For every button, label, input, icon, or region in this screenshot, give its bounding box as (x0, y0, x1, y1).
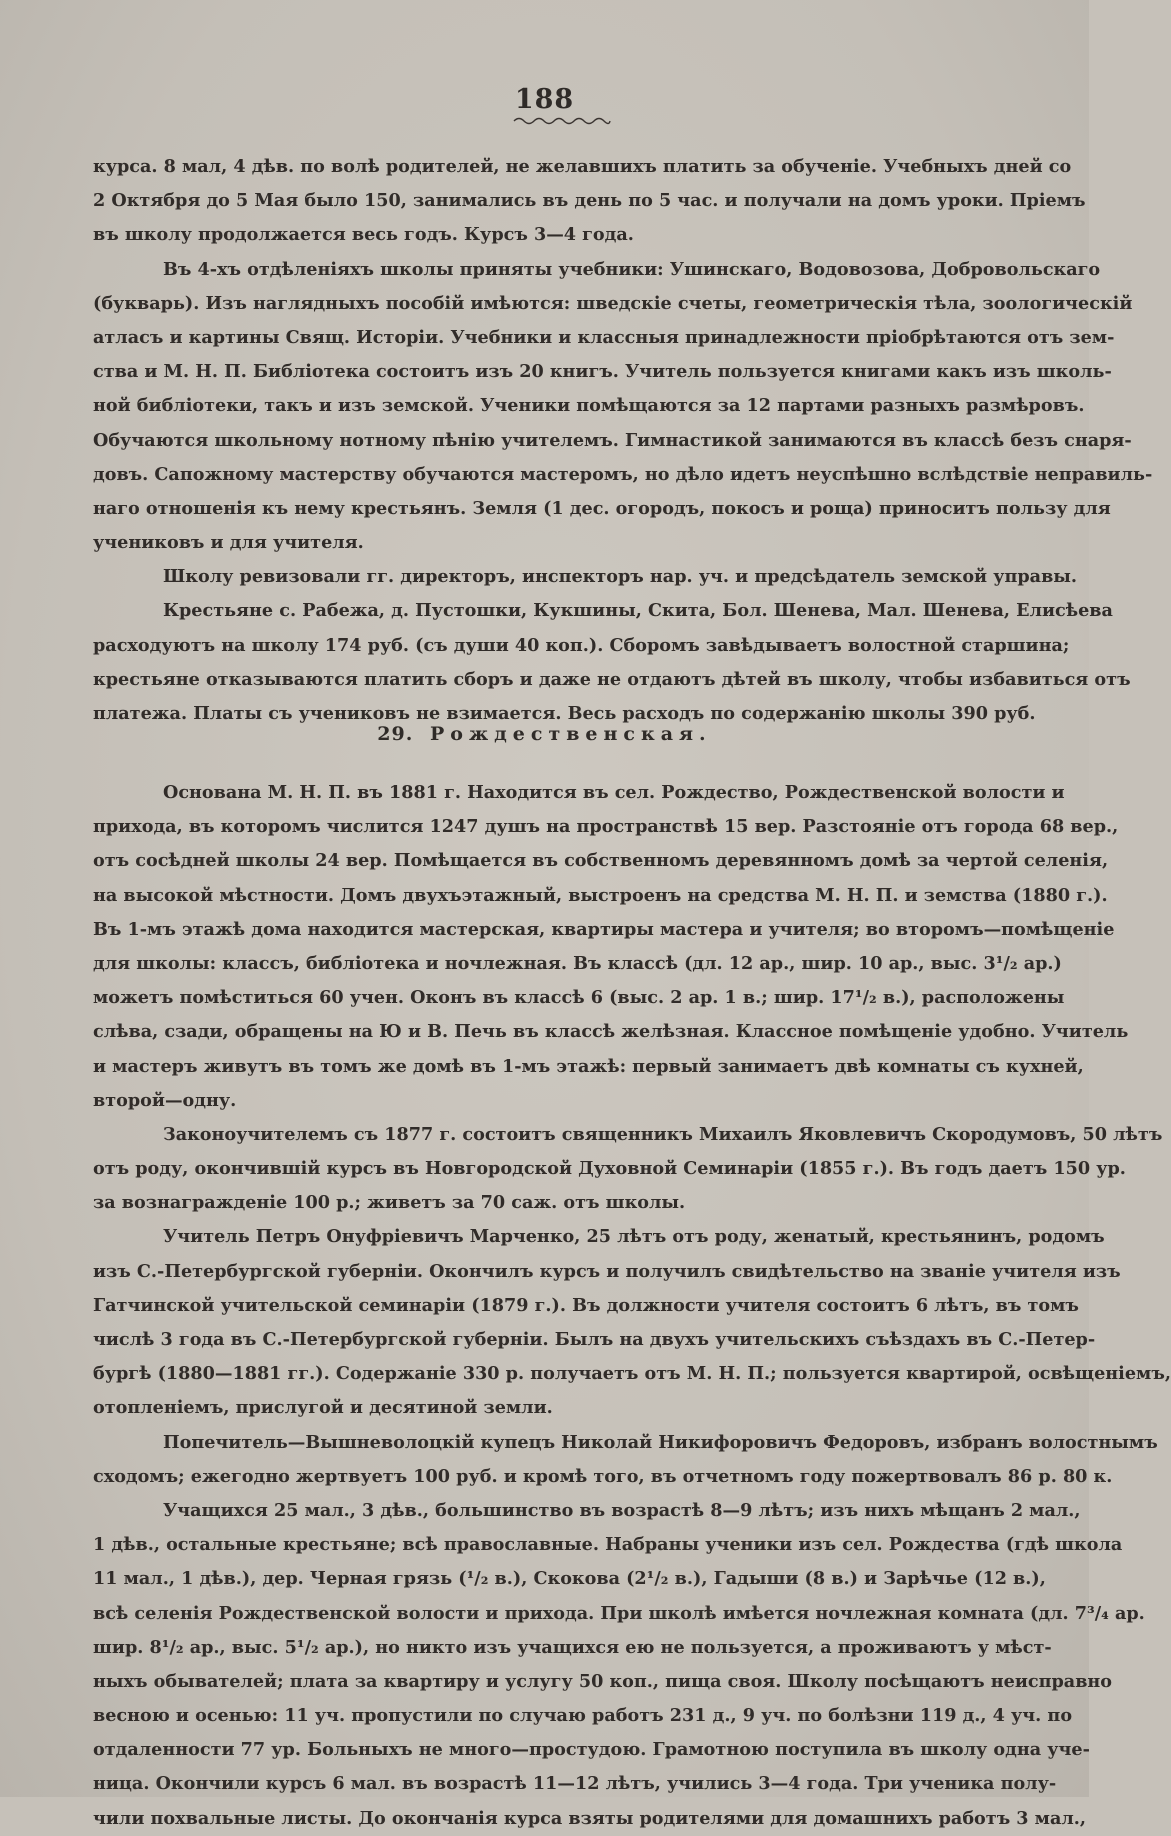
text-line: бургѣ (1880—1881 гг.). Содержаніе 330 р. получаетъ отъ М. Н. П.; пользуется квартирой, освѣщеніемъ, (93, 1363, 1171, 1385)
text-line: 2 Октября до 5 Мая было 150, занимались въ день по 5 час. и получали на домъ уроки. Пріемъ (93, 190, 1086, 212)
text-line: атласъ и картины Свящ. Исторіи. Учебники и классныя принадлежности пріобрѣтаются отъ зем- (93, 326, 1115, 348)
text-line: учениковъ и для учителя. (93, 532, 364, 554)
text-line: весною и осенью: 11 уч. пропустили по случаю работъ 231 д., 9 уч. по болѣзни 119 д., 4 уч. по (93, 1705, 1073, 1727)
text-line: ныхъ обывателей; плата за квартиру и услугу 50 коп., пища своя. Школу посѣщаютъ неисправно (93, 1670, 1113, 1692)
text-line: наго отношенія къ нему крестьянъ. Земля (1 дес. огородъ, покосъ и роща) приноситъ пользу для (93, 497, 1111, 519)
text-line: (букварь). Изъ наглядныхъ пособій имѣются: шведскіе счеты, геометрическія тѣла, зоологическій (93, 292, 1133, 314)
text-line: ница. Окончили курсъ 6 мал. въ возрастѣ 11—12 лѣтъ, учились 3—4 года. Три ученика полу- (93, 1773, 1057, 1795)
text-line: всѣ селенія Рождественской волости и прихода. При школѣ имѣется ночлежная комната (дл. 7³/₄ ар. (93, 1602, 1145, 1624)
text-line: курса. 8 мал, 4 дѣв. по волѣ родителей, не желавшихъ платить за обученіе. Учебныхъ дней со (93, 156, 1072, 177)
text-line: и мастеръ живутъ въ томъ же домѣ въ 1-мъ этажѣ: первый занимаетъ двѣ комнаты съ кухней, (93, 1055, 1084, 1077)
section-title: Рождественская. (429, 723, 712, 745)
text-line: второй—одну. (93, 1089, 237, 1111)
text-line: для школы: классъ, библіотека и ночлежная. Въ классѣ (дл. 12 ар., шир. 10 ар., выс. 3¹/₂ ар.) (93, 952, 1062, 974)
text-line: слѣва, сзади, обращены на Ю и В. Печь въ классѣ желѣзная. Классное помѣщеніе удобно. Учитель (93, 1021, 1129, 1043)
page-number: 188 (514, 84, 575, 115)
text-line: Школу ревизовали гг. директоръ, инспекторъ нар. уч. и предсѣдатель земской управы. (163, 566, 1078, 588)
text-line: отопленіемъ, прислугой и десятиной земли. (93, 1397, 553, 1419)
text-line: Учитель Петръ Онуфріевичъ Марченко, 25 лѣтъ отъ роду, женатый, крестьянинъ, родомъ (163, 1226, 1105, 1248)
text-line: Крестьяне с. Рабежа, д. Пустошки, Кукшины, Скита, Бол. Шенева, Мал. Шенева, Елисѣева (163, 600, 1113, 622)
text-line: Учащихся 25 мал., 3 дѣв., большинство въ возрастѣ 8—9 лѣтъ; изъ нихъ мѣщанъ 2 мал., (163, 1499, 1081, 1521)
text-line: довъ. Сапожному мастерству обучаются мастеромъ, но дѣло идетъ неуспѣшно вслѣдствіе неправиль- (93, 463, 1153, 485)
paragraph-block-top (93, 150, 1153, 731)
text-line: прихода, въ которомъ числится 1247 душъ на пространствѣ 15 вер. Разстояніе отъ города 68 вер., (93, 816, 1119, 838)
section-heading (0, 723, 1089, 745)
text-line: числѣ 3 года въ С.-Петербургской губерніи. Былъ на двухъ учительскихъ съѣздахъ въ С.-Петер- (93, 1329, 1096, 1350)
text-line: ной библіотеки, такъ и изъ земской. Ученики помѣщаются за 12 партами разныхъ размѣровъ. (93, 395, 1085, 417)
wavy-rule-ornament (512, 114, 612, 126)
text-line: изъ С.-Петербургской губерніи. Окончилъ курсъ и получилъ свидѣтельство на званіе учителя изъ (93, 1260, 1121, 1282)
text-line: въ школу продолжается весь годъ. Курсъ 3—4 года. (93, 224, 634, 246)
text-line: можетъ помѣститься 60 учен. Оконъ въ классѣ 6 (выс. 2 ар. 1 в.; шир. 17¹/₂ в.), расположены (93, 987, 1065, 1009)
text-line: Гатчинской учительской семинаріи (1879 г.). Въ должности учителя состоитъ 6 лѣтъ, въ томъ (93, 1294, 1079, 1316)
text-line: ства и М. Н. П. Библіотека состоитъ изъ 20 книгъ. Учитель пользуется книгами какъ изъ школь- (93, 361, 1112, 383)
text-line: сходомъ; ежегодно жертвуетъ 100 руб. и кромѣ того, въ отчетномъ году пожертвовалъ 86 р. 80 к. (93, 1465, 1113, 1487)
text-line: чили похвальные листы. До окончанія курса взяты родителями для домашнихъ работъ 3 мал., (93, 1807, 1087, 1829)
text-line: на высокой мѣстности. Домъ двухъэтажный, выстроенъ на средства М. Н. П. и земства (1880 г.). (93, 884, 1108, 906)
text-line: крестьяне отказываются платить сборъ и даже не отдаютъ дѣтей въ школу, чтобы избавиться отъ (93, 668, 1131, 690)
text-line: за вознагражденіе 100 р.; живетъ за 70 саж. отъ школы. (93, 1192, 686, 1214)
paragraph-block-main (93, 776, 1171, 1836)
text-line: Попечитель—Вышневолоцкій купецъ Николай Никифоровичъ Федоровъ, избранъ волостнымъ (163, 1431, 1158, 1453)
text-line: Въ 4-хъ отдѣленіяхъ школы приняты учебники: Ушинскаго, Водовозова, Добровольскаго (163, 258, 1101, 280)
text-line: Въ 1-мъ этажѣ дома находится мастерская, квартиры мастера и учителя; во второмъ—помѣщеніе (93, 918, 1115, 940)
text-line: шир. 8¹/₂ ар., выс. 5¹/₂ ар.), но никто изъ учащихся ею не пользуется, а проживаютъ у мѣст- (93, 1636, 1052, 1658)
text-line: отъ роду, окончившій курсъ въ Новгородской Духовной Семинаріи (1855 г.). Въ годъ даетъ 150 ур. (93, 1158, 1126, 1180)
text-line: 1 дѣв., остальные крестьяне; всѣ православные. Набраны ученики изъ сел. Рождества (гдѣ школа (93, 1534, 1123, 1556)
text-line: платежа. Платы съ учениковъ не взимается. Весь расходъ по содержанію школы 390 руб. (93, 703, 1036, 724)
text-line: Законоучителемъ съ 1877 г. состоитъ священникъ Михаилъ Яковлевичъ Скородумовъ, 50 лѣтъ (163, 1123, 1163, 1145)
section-number: 29. (377, 723, 414, 745)
text-line: 11 мал., 1 дѣв.), дер. Черная грязь (¹/₂ в.), Скокова (2¹/₂ в.), Гадыши (8 в.) и Зарѣчье (12 в.), (93, 1568, 1046, 1590)
text-line: отдаленности 77 ур. Больныхъ не много—простудою. Грамотною поступила въ школу одна уче- (93, 1739, 1090, 1761)
text-line: Обучаются школьному нотному пѣнію учителемъ. Гимнастикой занимаются въ классѣ безъ снаря- (93, 429, 1132, 451)
text-line: Основана М. Н. П. въ 1881 г. Находится въ сел. Рождество, Рождественской волости и (163, 782, 1065, 803)
text-line: расходуютъ на школу 174 руб. (съ души 40 коп.). Сборомъ завѣдываетъ волостной старшина; (93, 634, 1070, 656)
text-line: отъ сосѣдней школы 24 вер. Помѣщается въ собственномъ деревянномъ домѣ за чертой селенія, (93, 850, 1109, 872)
